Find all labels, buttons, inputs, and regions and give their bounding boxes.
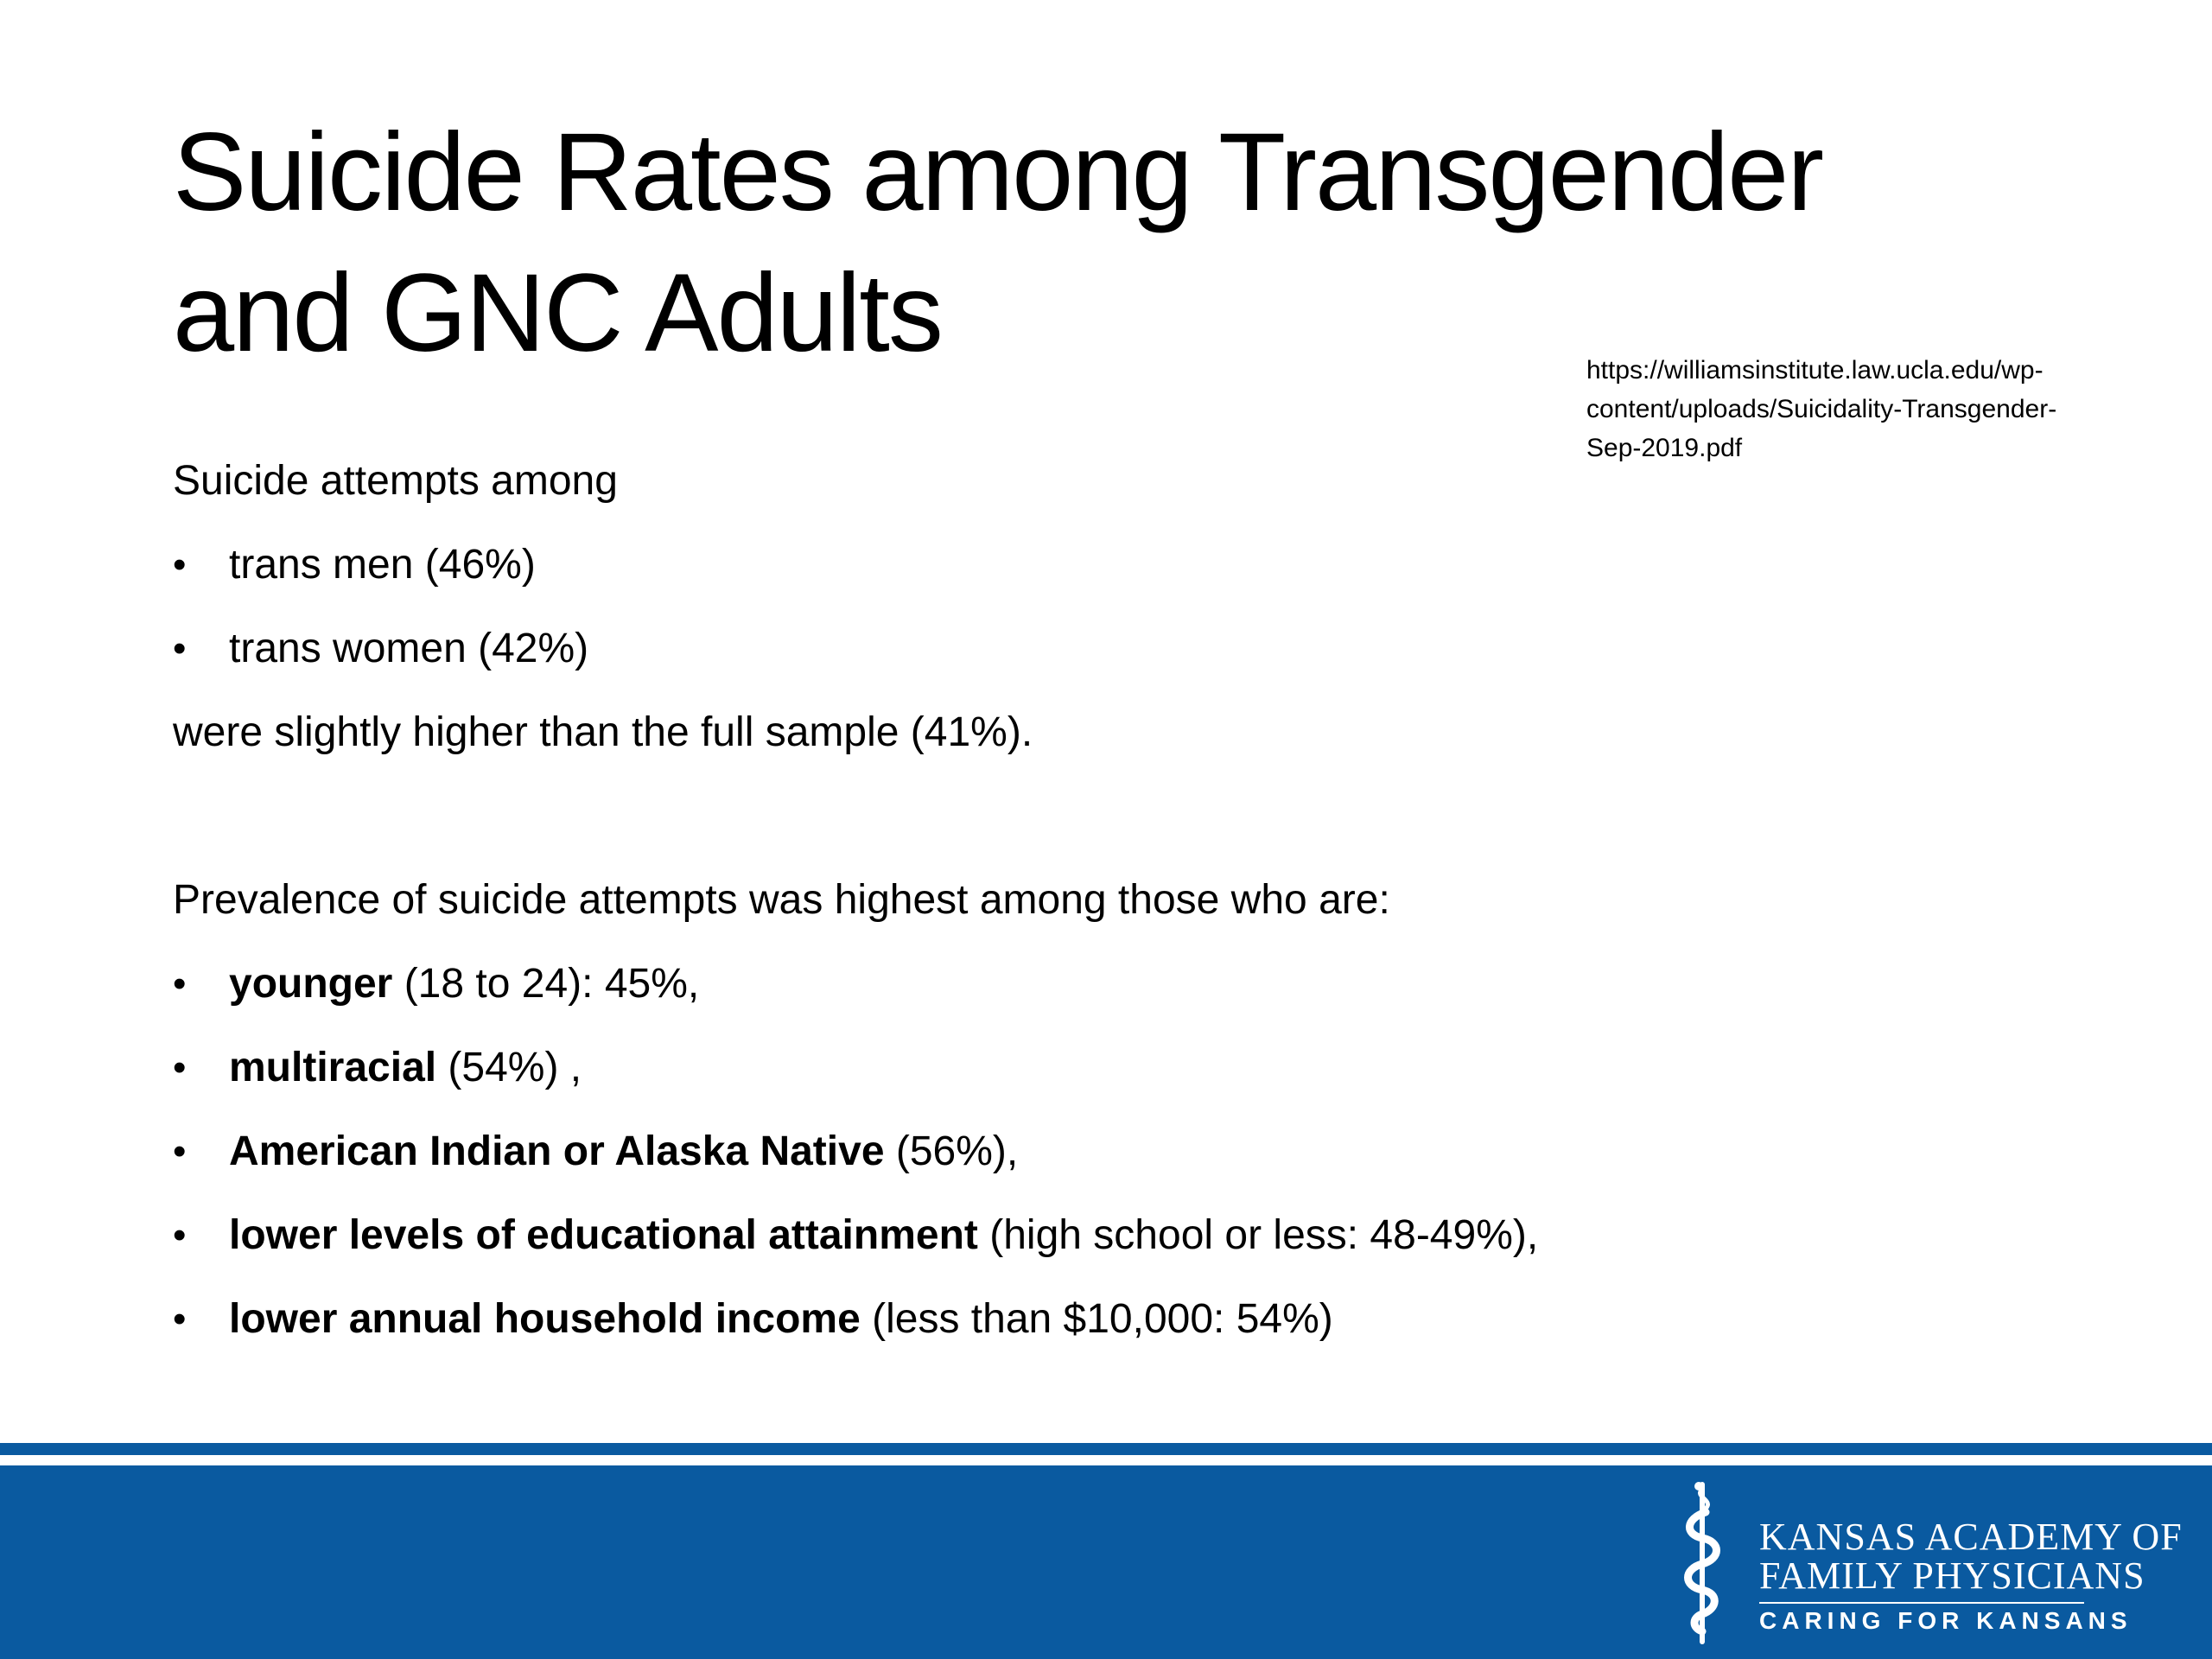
source-url-line3: Sep-2019.pdf <box>1586 434 1743 462</box>
kafp-logo <box>1676 1478 2183 1647</box>
slide-title-line1: Suicide Rates among Transgender <box>173 111 1822 234</box>
list-item <box>173 1026 1901 1109</box>
bullet-bold-text: younger <box>229 961 393 1007</box>
logo-org-line1: KANSAS ACADEMY OF <box>1759 1516 2183 1558</box>
bullet-text: (56%), <box>884 1128 1019 1174</box>
footer-divider-line <box>0 1443 2212 1455</box>
bullet-text: trans women (42%) <box>229 626 589 671</box>
bullet-bold-text: American Indian or Alaska Native <box>229 1128 885 1174</box>
slide-title <box>173 102 2031 384</box>
bullet-text: (18 to 24): 45%, <box>392 961 700 1007</box>
bullet-icon: • <box>173 1046 187 1089</box>
logo-tagline: CARING FOR KANSANS <box>1759 1607 2133 1634</box>
logo-rule <box>1759 1602 2084 1604</box>
bullet-icon: • <box>173 543 187 586</box>
list-item <box>173 942 1901 1026</box>
bullet-text: (less than $10,000: 54%) <box>860 1296 1333 1342</box>
section2-intro: Prevalence of suicide attempts was highest among those who are: <box>173 877 1390 923</box>
section1-closing: were slightly higher than the full sample (41%). <box>173 709 1033 755</box>
caduceus-icon <box>1676 1478 1728 1647</box>
bullet-icon: • <box>173 1214 187 1256</box>
slide-body <box>173 439 1901 1361</box>
bullet-text: trans men (46%) <box>229 542 536 588</box>
source-url-line1: https://williamsinstitute.law.ucla.edu/wp- <box>1586 356 2044 385</box>
bullet-text: (54%) , <box>436 1045 582 1090</box>
bullet-bold-text: lower levels of educational attainment <box>229 1212 978 1258</box>
bullet-bold-text: lower annual household income <box>229 1296 861 1342</box>
list-item <box>173 1277 1901 1361</box>
list-item <box>173 607 1901 690</box>
bullet-icon: • <box>173 1298 187 1340</box>
bullet-icon: • <box>173 1130 187 1173</box>
bullet-icon: • <box>173 963 187 1005</box>
list-item <box>173 523 1901 607</box>
bullet-bold-text: multiracial <box>229 1045 437 1090</box>
spacer <box>173 774 1901 858</box>
bullet-icon: • <box>173 627 187 670</box>
list-item <box>173 1193 1901 1277</box>
source-url-line2: content/uploads/Suicidality-Transgender- <box>1586 395 2057 423</box>
slide-title-line2: and GNC Adults <box>173 251 942 375</box>
bullet-text: (high school or less: 48-49%), <box>977 1212 1539 1258</box>
section1-intro: Suicide attempts among <box>173 458 618 504</box>
list-item <box>173 1109 1901 1193</box>
logo-org-line2: FAMILY PHYSICIANS <box>1759 1554 2145 1597</box>
